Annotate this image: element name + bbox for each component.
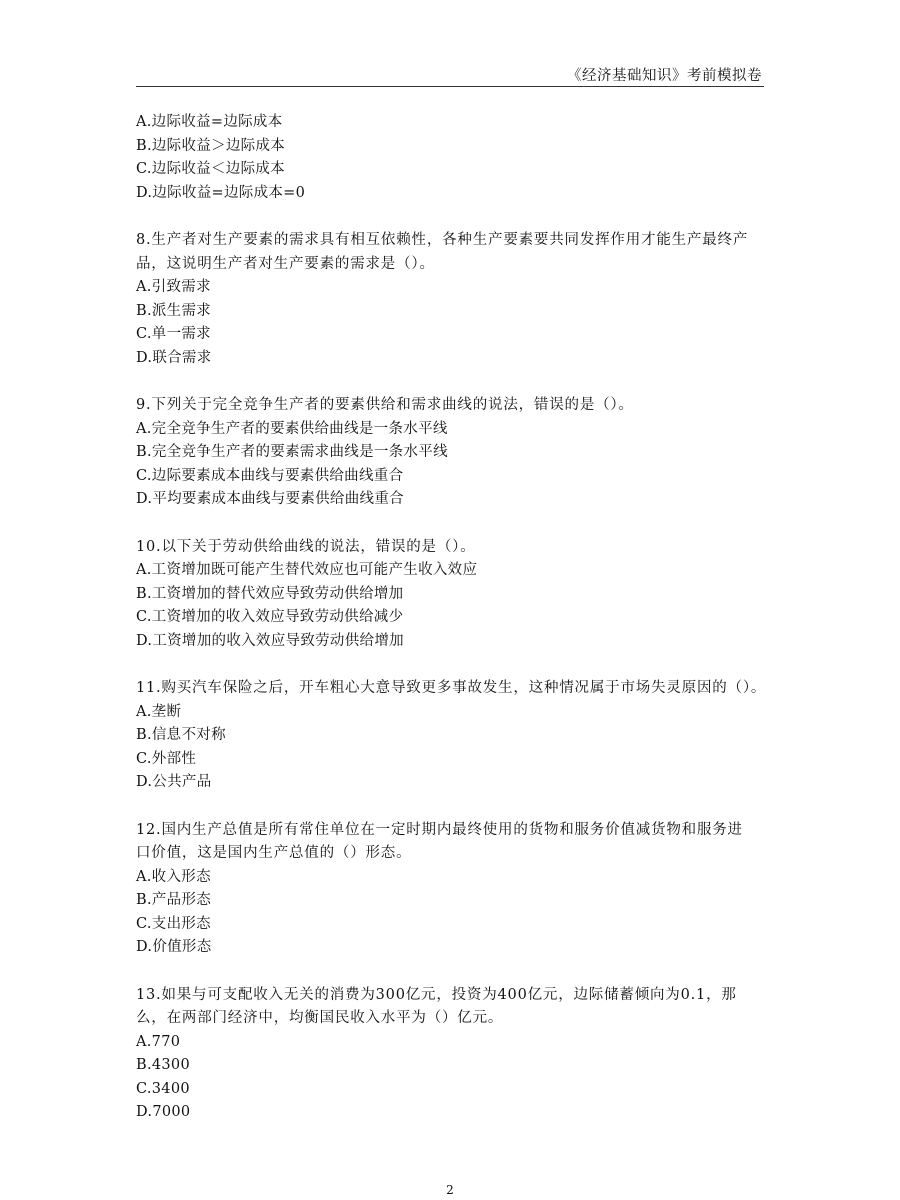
answer-option: A.垄断 bbox=[136, 703, 182, 720]
question-block bbox=[136, 536, 766, 654]
answer-option: D.7000 bbox=[136, 1104, 191, 1120]
answer-option: B.产品形态 bbox=[136, 892, 212, 908]
question-block bbox=[136, 677, 766, 795]
page-number: 2 bbox=[446, 1183, 454, 1197]
question-block bbox=[136, 819, 766, 960]
question-block bbox=[136, 394, 766, 512]
header-divider bbox=[136, 86, 764, 87]
question-stem-line: 13.如果与可支配收入无关的消费为300亿元，投资为400亿元，边际储蓄倾向为0.1，那 bbox=[136, 986, 737, 1003]
question-stem-line: 9.下列关于完全竞争生产者的要素供给和需求曲线的说法，错误的是（）。 bbox=[136, 397, 634, 413]
question-stem-line: 品，这说明生产者对生产要素的需求是（）。 bbox=[136, 255, 435, 272]
question-block bbox=[136, 229, 766, 370]
answer-option: A.边际收益=边际成本 bbox=[136, 114, 283, 130]
answer-option: A.引致需求 bbox=[136, 279, 211, 295]
answer-option: B.边际收益＞边际成本 bbox=[136, 137, 286, 154]
answer-option: D.边际收益=边际成本=0 bbox=[136, 184, 306, 201]
answer-option: A.工资增加既可能产生替代效应也可能产生收入效应 bbox=[136, 562, 478, 578]
answer-option: C.边际要素成本曲线与要素供给曲线重合 bbox=[136, 467, 404, 484]
question-block bbox=[136, 111, 766, 205]
question-list bbox=[136, 111, 766, 1125]
question-stem-line: 12.国内生产总值是所有常住单位在一定时期内最终使用的货物和服务价值减货物和服务进 bbox=[136, 821, 743, 838]
answer-option: B.工资增加的替代效应导致劳动供给增加 bbox=[136, 585, 404, 602]
answer-option: A.完全竞争生产者的要素供给曲线是一条水平线 bbox=[136, 420, 448, 437]
answer-option: A.收入形态 bbox=[136, 868, 211, 885]
answer-option: C.外部性 bbox=[136, 750, 197, 767]
question-stem-line: 11.购买汽车保险之后，开车粗心大意导致更多事故发生，这种情况属于市场失灵原因的（）。 bbox=[136, 680, 767, 696]
answer-option: D.价值形态 bbox=[136, 939, 212, 955]
answer-option: B.完全竞争生产者的要素需求曲线是一条水平线 bbox=[136, 444, 448, 460]
answer-option: B.4300 bbox=[136, 1057, 190, 1073]
answer-option: C.单一需求 bbox=[136, 326, 211, 342]
answer-option: B.信息不对称 bbox=[136, 727, 226, 743]
answer-option: A.770 bbox=[136, 1033, 181, 1050]
answer-option: D.平均要素成本曲线与要素供给曲线重合 bbox=[136, 491, 404, 507]
question-stem-line: 么，在两部门经济中，均衡国民收入水平为（）亿元。 bbox=[136, 1010, 504, 1026]
question-block bbox=[136, 984, 766, 1125]
answer-option: B.派生需求 bbox=[136, 302, 212, 319]
answer-option: D.工资增加的收入效应导致劳动供给增加 bbox=[136, 632, 404, 649]
answer-option: C.工资增加的收入效应导致劳动供给减少 bbox=[136, 609, 404, 625]
answer-option: D.联合需求 bbox=[136, 349, 212, 366]
answer-option: C.3400 bbox=[136, 1080, 190, 1097]
answer-option: C.边际收益＜边际成本 bbox=[136, 161, 285, 177]
question-stem-line: 8.生产者对生产要素的需求具有相互依赖性，各种生产要素要共同发挥作用才能生产最终产 bbox=[136, 232, 749, 248]
answer-option: C.支出形态 bbox=[136, 915, 211, 932]
question-stem-line: 10.以下关于劳动供给曲线的说法，错误的是（）。 bbox=[136, 538, 476, 555]
question-stem-line: 口价值，这是国内生产总值的（）形态。 bbox=[136, 845, 412, 861]
answer-option: D.公共产品 bbox=[136, 774, 212, 790]
document-header-title: 《经济基础知识》考前模拟卷 bbox=[567, 68, 762, 84]
